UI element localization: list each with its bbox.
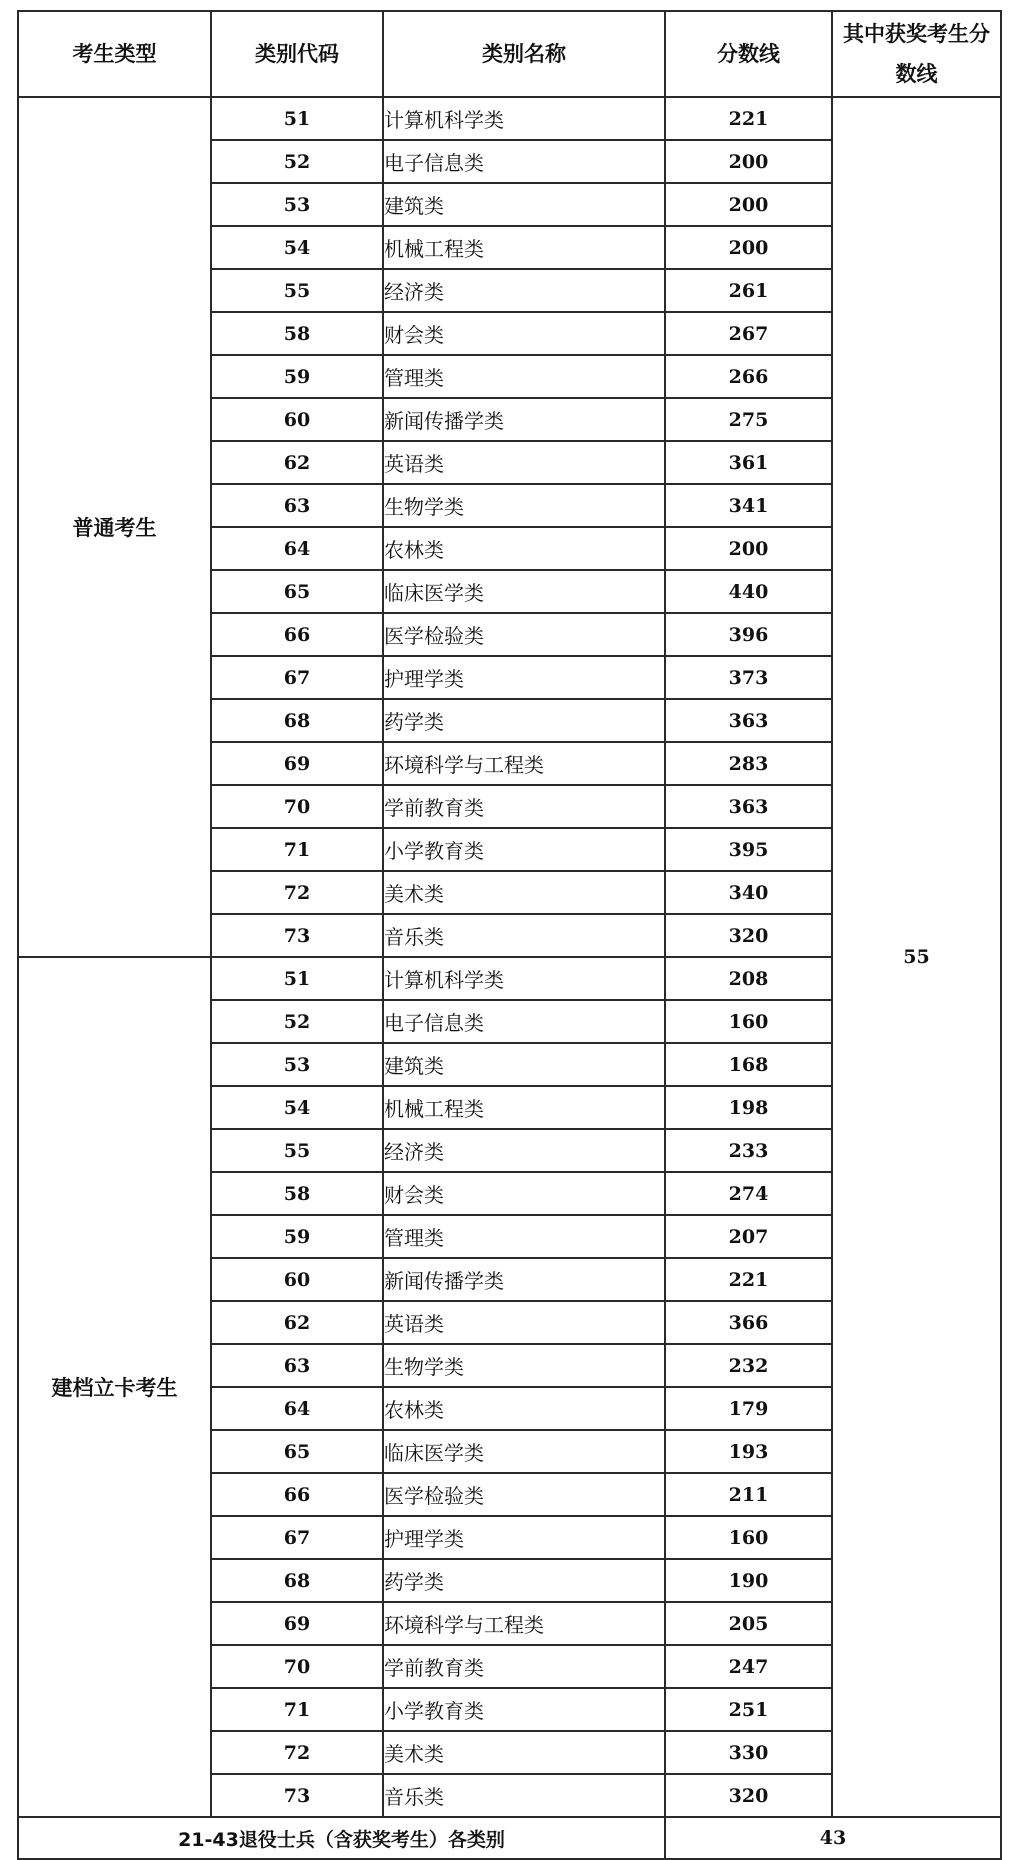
category-code-cell: 70 [211,785,383,828]
score-line-cell: 233 [665,1129,832,1172]
score-line-cell: 221 [665,97,832,140]
score-line-cell: 274 [665,1172,832,1215]
category-code-cell: 60 [211,1258,383,1301]
category-name-cell: 学前教育类 [383,1645,665,1688]
score-line-cell: 205 [665,1602,832,1645]
category-code-cell: 51 [211,957,383,1000]
category-name-cell: 农林类 [383,1387,665,1430]
category-code-cell: 69 [211,1602,383,1645]
table-row [18,97,1001,140]
score-line-cell: 200 [665,140,832,183]
score-line-cell: 341 [665,484,832,527]
category-name-cell: 计算机科学类 [383,97,665,140]
score-line-cell: 267 [665,312,832,355]
score-line-cell: 168 [665,1043,832,1086]
category-code-cell: 51 [211,97,383,140]
category-code-cell: 54 [211,226,383,269]
award-score-cell: 55 [832,97,1001,1817]
header-candidate-type: 考生类型 [18,11,211,97]
category-name-cell: 药学类 [383,1559,665,1602]
score-line-cell: 211 [665,1473,832,1516]
category-code-cell: 66 [211,1473,383,1516]
category-code-cell: 55 [211,269,383,312]
table-header-row [18,11,1001,97]
header-category-name: 类别名称 [383,11,665,97]
score-line-cell: 395 [665,828,832,871]
score-line-cell: 440 [665,570,832,613]
category-name-cell: 财会类 [383,312,665,355]
category-name-cell: 生物学类 [383,484,665,527]
category-name-cell: 美术类 [383,871,665,914]
category-name-cell: 环境科学与工程类 [383,742,665,785]
category-name-cell: 电子信息类 [383,1000,665,1043]
score-line-cell: 373 [665,656,832,699]
score-line-cell: 200 [665,527,832,570]
category-name-cell: 医学检验类 [383,1473,665,1516]
category-name-cell: 建筑类 [383,1043,665,1086]
category-name-cell: 小学教育类 [383,1688,665,1731]
score-line-cell: 200 [665,226,832,269]
category-code-cell: 52 [211,140,383,183]
footer-value-cell: 43 [665,1817,1001,1859]
category-code-cell: 62 [211,441,383,484]
category-name-cell: 建筑类 [383,183,665,226]
category-name-cell: 新闻传播学类 [383,398,665,441]
score-line-cell: 232 [665,1344,832,1387]
score-line-cell: 190 [665,1559,832,1602]
category-code-cell: 52 [211,1000,383,1043]
score-line-cell: 366 [665,1301,832,1344]
category-code-cell: 68 [211,699,383,742]
category-code-cell: 59 [211,355,383,398]
score-line-cell: 193 [665,1430,832,1473]
category-code-cell: 69 [211,742,383,785]
category-code-cell: 67 [211,656,383,699]
category-code-cell: 67 [211,1516,383,1559]
category-name-cell: 农林类 [383,527,665,570]
category-name-cell: 生物学类 [383,1344,665,1387]
category-code-cell: 72 [211,1731,383,1774]
category-code-cell: 65 [211,1430,383,1473]
score-line-cell: 320 [665,1774,832,1817]
category-name-cell: 药学类 [383,699,665,742]
category-name-cell: 学前教育类 [383,785,665,828]
category-code-cell: 71 [211,1688,383,1731]
category-name-cell: 机械工程类 [383,226,665,269]
score-line-cell: 283 [665,742,832,785]
category-code-cell: 53 [211,1043,383,1086]
score-line-cell: 330 [665,1731,832,1774]
header-score-line: 分数线 [665,11,832,97]
category-code-cell: 65 [211,570,383,613]
category-name-cell: 音乐类 [383,914,665,957]
category-name-cell: 经济类 [383,1129,665,1172]
category-code-cell: 66 [211,613,383,656]
score-line-cell: 179 [665,1387,832,1430]
category-name-cell: 机械工程类 [383,1086,665,1129]
category-code-cell: 60 [211,398,383,441]
category-name-cell: 美术类 [383,1731,665,1774]
score-line-cell: 266 [665,355,832,398]
footer-label-cell: 21-43退役士兵（含获奖考生）各类别 [18,1817,665,1859]
score-line-cell: 160 [665,1000,832,1043]
category-name-cell: 计算机科学类 [383,957,665,1000]
score-line-cell: 247 [665,1645,832,1688]
category-name-cell: 管理类 [383,355,665,398]
score-line-cell: 160 [665,1516,832,1559]
category-name-cell: 英语类 [383,441,665,484]
category-name-cell: 英语类 [383,1301,665,1344]
category-code-cell: 55 [211,1129,383,1172]
category-code-cell: 70 [211,1645,383,1688]
category-name-cell: 临床医学类 [383,1430,665,1473]
category-code-cell: 62 [211,1301,383,1344]
category-code-cell: 58 [211,1172,383,1215]
score-line-cell: 320 [665,914,832,957]
category-name-cell: 小学教育类 [383,828,665,871]
score-line-cell: 251 [665,1688,832,1731]
category-code-cell: 64 [211,527,383,570]
score-line-cell: 396 [665,613,832,656]
score-line-cell: 207 [665,1215,832,1258]
score-line-cell: 363 [665,785,832,828]
category-code-cell: 63 [211,484,383,527]
category-code-cell: 71 [211,828,383,871]
header-category-code: 类别代码 [211,11,383,97]
header-award-score-line: 其中获奖考生分数线 [832,11,1001,97]
category-name-cell: 临床医学类 [383,570,665,613]
category-code-cell: 54 [211,1086,383,1129]
category-code-cell: 73 [211,914,383,957]
category-code-cell: 72 [211,871,383,914]
category-code-cell: 63 [211,1344,383,1387]
score-line-cell: 200 [665,183,832,226]
category-name-cell: 环境科学与工程类 [383,1602,665,1645]
category-code-cell: 73 [211,1774,383,1817]
category-code-cell: 68 [211,1559,383,1602]
category-name-cell: 财会类 [383,1172,665,1215]
score-table [17,10,1002,1860]
score-line-cell: 221 [665,1258,832,1301]
category-name-cell: 管理类 [383,1215,665,1258]
footer-row [18,1817,1001,1859]
category-code-cell: 58 [211,312,383,355]
score-line-cell: 340 [665,871,832,914]
category-name-cell: 新闻传播学类 [383,1258,665,1301]
score-line-cell: 198 [665,1086,832,1129]
score-line-cell: 261 [665,269,832,312]
score-line-cell: 361 [665,441,832,484]
category-code-cell: 64 [211,1387,383,1430]
category-name-cell: 经济类 [383,269,665,312]
candidate-type-cell: 普通考生 [18,97,211,957]
candidate-type-cell: 建档立卡考生 [18,957,211,1817]
score-line-cell: 363 [665,699,832,742]
category-name-cell: 护理学类 [383,1516,665,1559]
category-name-cell: 音乐类 [383,1774,665,1817]
score-line-cell: 275 [665,398,832,441]
category-name-cell: 电子信息类 [383,140,665,183]
category-name-cell: 护理学类 [383,656,665,699]
category-name-cell: 医学检验类 [383,613,665,656]
category-code-cell: 59 [211,1215,383,1258]
score-line-cell: 208 [665,957,832,1000]
category-code-cell: 53 [211,183,383,226]
